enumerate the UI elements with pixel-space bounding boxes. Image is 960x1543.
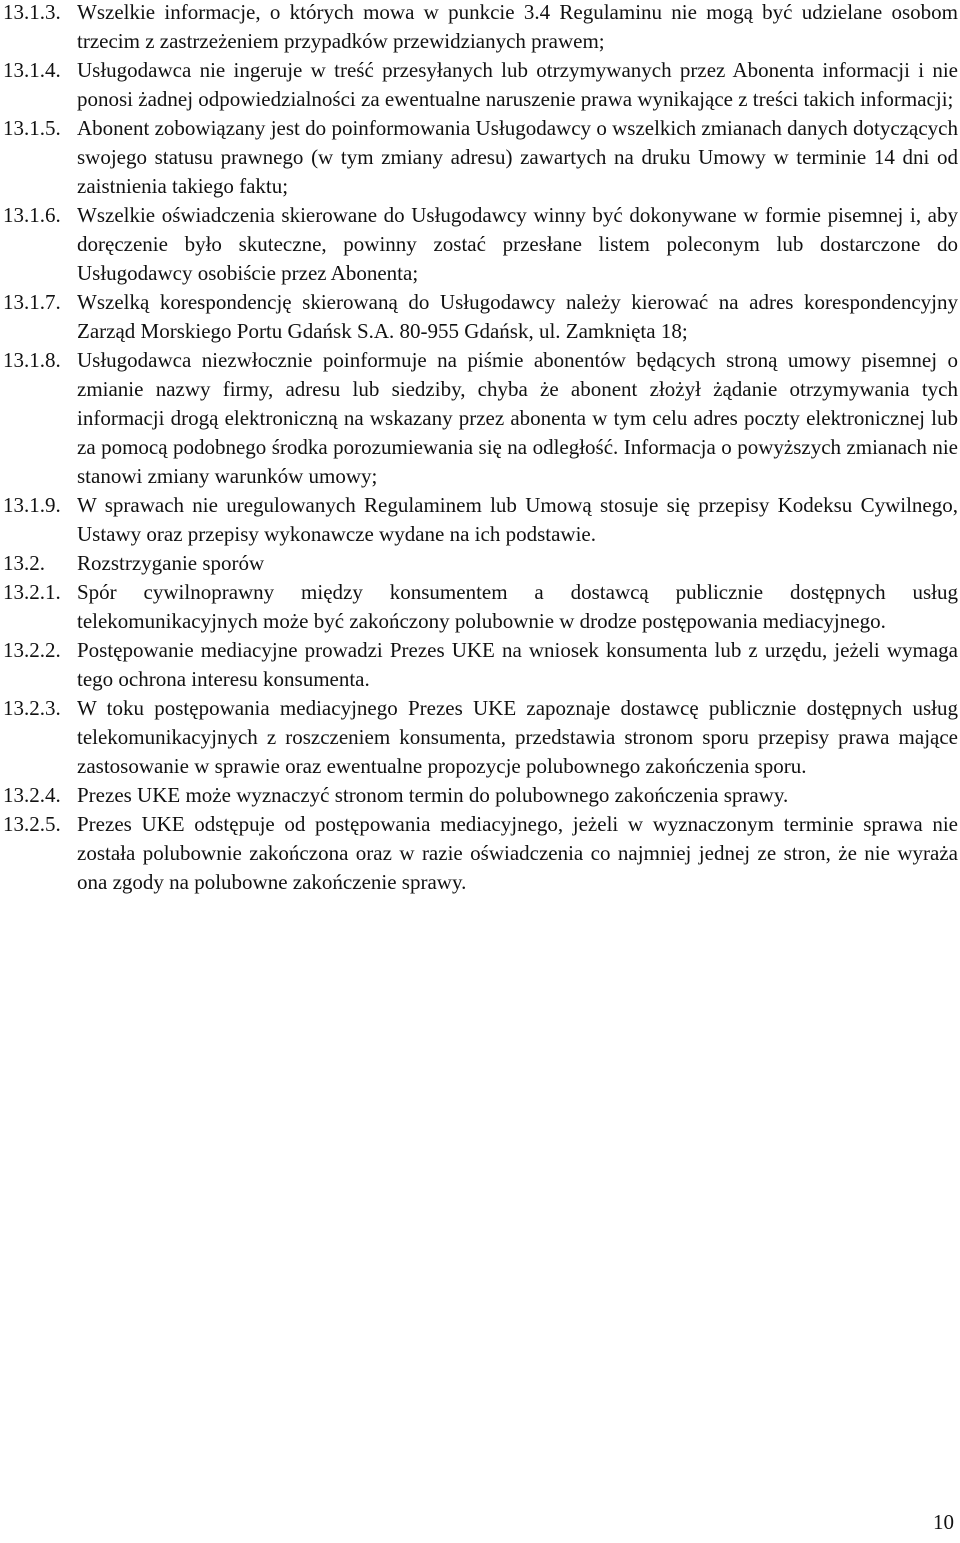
- clause-13-1-3: [3, 0, 958, 56]
- clause-text: Spór cywilnoprawny między konsumentem a dostawcą publicznie dostępnych usług telekomunikacyjnych może być zakończony polubownie w drodze postępowania mediacyjnego.: [77, 580, 958, 633]
- clause-text: Wszelkie informacje, o których mowa w punkcie 3.4 Regulaminu nie mogą być udzielane osobom trzecim z zastrzeżeniem przypadków przewidzianych prawem;: [77, 0, 958, 53]
- clause-text: Usługodawca niezwłocznie poinformuje na piśmie abonentów będących stroną umowy pisemnej o zmianie nazwy firmy, adresu lub siedziby, chyba że abonent złożył żądanie otrzymywania tych informacji drogą elektroniczną na wskazany przez abonenta w tym celu adres poczty elektronicznej lub za pomocą podobnego środka porozumiewania się na odległość. Informacja o powyższych zmianach nie stanowi zmiany warunków umowy;: [77, 348, 958, 488]
- clause-13-1-6: [3, 201, 958, 288]
- clause-number: 13.2.4.: [3, 783, 61, 807]
- clause-number: 13.1.8.: [3, 348, 61, 372]
- clause-number: 13.1.6.: [3, 203, 61, 227]
- page-number: 10: [933, 1510, 954, 1534]
- section-number: 13.2.: [3, 551, 45, 575]
- clause-number: 13.1.4.: [3, 58, 61, 82]
- clause-13-1-9: [3, 491, 958, 549]
- clause-text: W sprawach nie uregulowanych Regulaminem lub Umową stosuje się przepisy Kodeksu Cywilnego, Ustawy oraz przepisy wykonawcze wydane na ich podstawie.: [77, 493, 958, 546]
- clause-number: 13.2.5.: [3, 812, 61, 836]
- clause-text: Abonent zobowiązany jest do poinformowania Usługodawcy o wszelkich zmianach danych dotyczących swojego statusu prawnego (w tym zmiany adresu) zawartych na druku Umowy w terminie 14 dni od zaistnienia takiego faktu;: [77, 116, 958, 198]
- clause-number: 13.2.2.: [3, 638, 61, 662]
- clause-13-2-2: [3, 636, 958, 694]
- clause-text: Prezes UKE odstępuje od postępowania mediacyjnego, jeżeli w wyznaczonym terminie sprawa nie została polubownie zakończona oraz w razie oświadczenia co najmniej jednej ze stron, że nie wyraża ona zgody na polubowne zakończenie sprawy.: [77, 812, 958, 894]
- section-title: Rozstrzyganie sporów: [77, 551, 265, 575]
- clause-number: 13.1.7.: [3, 290, 61, 314]
- clause-text: Postępowanie mediacyjne prowadzi Prezes UKE na wniosek konsumenta lub z urzędu, jeżeli wymaga tego ochrona interesu konsumenta.: [77, 638, 958, 691]
- clause-13-1-5: [3, 114, 958, 201]
- clause-number: 13.2.3.: [3, 696, 61, 720]
- clause-text: Usługodawca nie ingeruje w treść przesyłanych lub otrzymywanych przez Abonenta informacji i nie ponosi żadnej odpowiedzialności za ewentualne naruszenie prawa wynikające z treści takich informacji;: [77, 58, 958, 111]
- clause-text: Wszelkie oświadczenia skierowane do Usługodawcy winny być dokonywane w formie pisemnej i, aby doręczenie było skuteczne, powinny zostać przesłane listem poleconym lub dostarczone do Usługodawcy osobiście przez Abonenta;: [77, 203, 958, 285]
- document-body: [3, 0, 958, 897]
- clause-text: Wszelką korespondencję skierowaną do Usługodawcy należy kierować na adres korespondencyjny Zarząd Morskiego Portu Gdańsk S.A. 80-955 Gdańsk, ul. Zamknięta 18;: [77, 290, 958, 343]
- clause-text: Prezes UKE może wyznaczyć stronom termin do polubownego zakończenia sprawy.: [77, 783, 789, 807]
- clause-13-1-7: [3, 288, 958, 346]
- clause-number: 13.1.3.: [3, 0, 61, 24]
- clause-number: 13.1.5.: [3, 116, 61, 140]
- clause-13-1-4: [3, 56, 958, 114]
- clause-13-2-4: [3, 781, 958, 810]
- clause-13-2-3: [3, 694, 958, 781]
- clause-13-2-1: [3, 578, 958, 636]
- clause-number: 13.1.9.: [3, 493, 61, 517]
- clause-number: 13.2.1.: [3, 580, 61, 604]
- section-13-2-heading: [3, 549, 958, 578]
- clause-text: W toku postępowania mediacyjnego Prezes UKE zapoznaje dostawcę publicznie dostępnych usług telekomunikacyjnych z roszczeniem konsumenta, przedstawia stronom sporu przepisy prawa mające zastosowanie w sprawie oraz ewentualne propozycje polubownego zakończenia sporu.: [77, 696, 958, 778]
- clause-13-2-5: [3, 810, 958, 897]
- clause-13-1-8: [3, 346, 958, 491]
